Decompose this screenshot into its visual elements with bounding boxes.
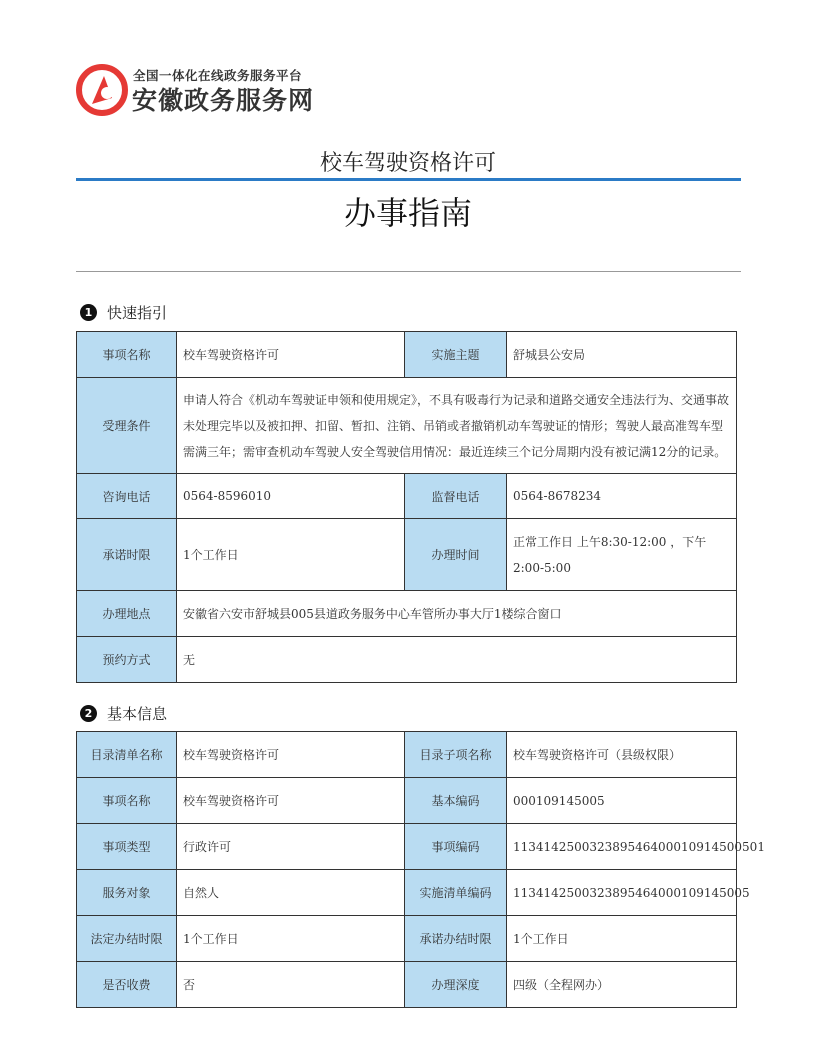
field-label: 法定办结时限 <box>77 916 177 962</box>
table-row <box>77 332 737 378</box>
field-label: 承诺办结时限 <box>405 916 507 962</box>
field-label: 服务对象 <box>77 870 177 916</box>
field-value: 校车驾驶资格许可 <box>177 332 405 378</box>
section-title: 基本信息 <box>107 705 168 723</box>
field-value: 0564-8596010 <box>177 474 405 519</box>
field-value: 校车驾驶资格许可（县级权限） <box>507 732 737 778</box>
field-value: 舒城县公安局 <box>507 332 737 378</box>
field-label: 监督电话 <box>405 474 507 519</box>
field-value: 四级（全程网办） <box>507 962 737 1008</box>
field-label: 办理地点 <box>77 591 177 637</box>
table-row <box>77 378 737 474</box>
field-value: 申请人符合《机动车驾驶证申领和使用规定》，不具有吸毒行为记录和道路交通安全违法行为、交通事故未处理完毕以及被扣押、扣留、暂扣、注销、吊销或者撤销机动车驾驶证的情形；驾驶人最高准驾车型需满三年；需审查机动车驾驶人安全驾驶信用情况：最近连续三个记分周期内没有被记满12分的记录。 <box>177 378 737 474</box>
field-label: 办理时间 <box>405 519 507 591</box>
field-label: 事项类型 <box>77 824 177 870</box>
field-label: 实施主题 <box>405 332 507 378</box>
field-label: 实施清单编码 <box>405 870 507 916</box>
field-label: 基本编码 <box>405 778 507 824</box>
field-value: 否 <box>177 962 405 1008</box>
table-row <box>77 916 737 962</box>
page-title: 办事指南 <box>343 194 472 232</box>
field-label: 目录清单名称 <box>77 732 177 778</box>
section-basic-info-heading <box>80 703 167 724</box>
table-row <box>77 870 737 916</box>
field-value: 安徽省六安市舒城县005县道政务服务中心车管所办事大厅1楼综合窗口 <box>177 591 737 637</box>
field-value: 自然人 <box>177 870 405 916</box>
field-value: 113414250032389546400010914500501 <box>507 824 737 870</box>
table-row <box>77 732 737 778</box>
field-value: 校车驾驶资格许可 <box>177 732 405 778</box>
section-quick-guide-heading <box>80 302 167 323</box>
logo-tagline: 全国一体化在线政务服务平台 <box>133 68 303 83</box>
section-title: 快速指引 <box>107 304 168 322</box>
field-value: 1134142500323895464000109145005 <box>507 870 737 916</box>
service-title: 校车驾驶资格许可 <box>319 151 496 176</box>
field-label: 受理条件 <box>77 378 177 474</box>
field-value: 行政许可 <box>177 824 405 870</box>
basic-info-table <box>76 731 765 1008</box>
table-row <box>77 474 737 519</box>
number-one-icon: 1 <box>80 304 97 321</box>
field-label: 承诺时限 <box>77 519 177 591</box>
field-label: 是否收费 <box>77 962 177 1008</box>
quick-guide-table <box>76 331 737 683</box>
field-label: 咨询电话 <box>77 474 177 519</box>
field-value: 000109145005 <box>507 778 737 824</box>
field-value: 1个工作日 <box>177 916 405 962</box>
table-row <box>77 778 737 824</box>
logo-site-name: 安徽政务服务网 <box>132 86 315 115</box>
table-row <box>77 519 737 591</box>
field-value: 正常工作日 上午8:30-12:00 ，下午2:00-5:00 <box>507 519 737 591</box>
field-value: 1个工作日 <box>177 519 405 591</box>
field-label: 事项名称 <box>77 332 177 378</box>
header-divider <box>76 271 741 272</box>
field-label: 目录子项名称 <box>405 732 507 778</box>
table-row <box>77 824 737 870</box>
field-value: 校车驾驶资格许可 <box>177 778 405 824</box>
number-two-icon: 2 <box>80 705 97 722</box>
field-label: 办理深度 <box>405 962 507 1008</box>
field-value: 0564-8678234 <box>507 474 737 519</box>
field-label: 事项名称 <box>77 778 177 824</box>
table-row <box>77 637 737 683</box>
table-row <box>77 591 737 637</box>
field-value: 1个工作日 <box>507 916 737 962</box>
table-row <box>77 962 737 1008</box>
field-label: 预约方式 <box>77 637 177 683</box>
title-divider <box>76 178 741 181</box>
anhui-logo-icon <box>76 64 128 116</box>
field-value: 无 <box>177 637 737 683</box>
field-label: 事项编码 <box>405 824 507 870</box>
